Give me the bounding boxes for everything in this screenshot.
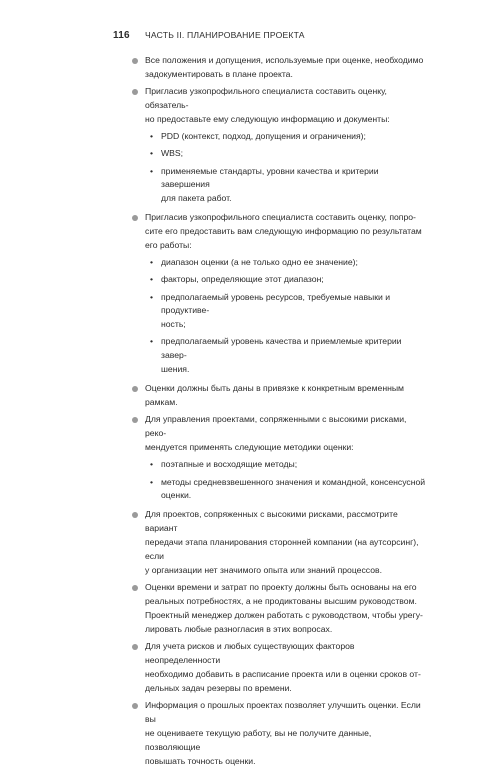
sub-bullet-icon: • (150, 274, 154, 285)
line: ность; (161, 319, 186, 330)
bullet-item (131, 54, 427, 82)
line: применяемые стандарты, уровни качества и критерии завершения (161, 165, 379, 190)
line: методы средневзвешенного значения и командной, консенсусной (161, 476, 426, 487)
line: WBS; (161, 148, 184, 159)
line: Информация о прошлых проектах позволяет улучшить оценки. Если вы (145, 700, 421, 725)
bullet-icon (132, 585, 138, 591)
bullet-item (131, 581, 427, 637)
sub-bullet-icon: • (150, 257, 154, 268)
line: предполагаемый уровень качества и приемлемые критерии завер- (161, 336, 402, 361)
bullet-icon (132, 417, 138, 423)
bullet-list (131, 54, 427, 772)
sub-bullet-icon: • (150, 131, 154, 142)
sub-bullet-item (131, 130, 427, 144)
line: шения. (161, 364, 190, 375)
line: Для учета рисков и любых существующих факторов неопределенности (145, 641, 355, 666)
line: повышать точность оценки. (145, 755, 256, 766)
line: сите его предоставить вам следующую информацию по результатам (145, 226, 422, 237)
bullet-item (131, 699, 427, 769)
sub-bullet-icon: • (150, 291, 154, 302)
line: дельных задач резервы по времени. (145, 683, 292, 694)
sub-bullet-icon: • (150, 148, 154, 159)
bullet-icon (132, 703, 138, 709)
line: Оценки должны быть даны в привязке к конкретным временным рамкам. (145, 383, 404, 408)
bullet-item (131, 211, 427, 253)
line: для пакета работ. (161, 193, 232, 204)
bullet-item (131, 85, 427, 127)
line: необходимо добавить в расписание проекта или в оценки сроков от- (145, 669, 421, 680)
line: предполагаемый уровень ресурсов, требуемые навыки и продуктиве- (161, 291, 391, 316)
line: мендуется применять следующие методики оценки: (145, 442, 354, 453)
line: Для управления проектами, сопряженными с высокими рисками, реко- (145, 414, 407, 439)
line: оценки. (161, 490, 192, 501)
line: его работы: (145, 240, 192, 251)
line: задокументировать в плане проекта. (145, 68, 293, 79)
sub-bullet-icon: • (150, 336, 154, 347)
line: Оценки времени и затрат по проекту должны быть основаны на его (145, 582, 417, 593)
sub-bullet-icon: • (150, 476, 154, 487)
bullet-icon (132, 215, 138, 221)
bullet-item (131, 508, 427, 578)
page-header (0, 30, 500, 44)
line: поэтапные и восходящие методы; (161, 459, 298, 470)
sub-bullet-item (131, 256, 427, 270)
bullet-icon (132, 644, 138, 650)
bullet-icon (132, 58, 138, 64)
line: факторы, определяющие этот диапазон; (161, 274, 324, 285)
bullet-icon (132, 386, 138, 392)
bullet-item (131, 640, 427, 696)
line: лировать любые разногласия в этих вопросах. (145, 624, 333, 634)
sub-bullet-item (131, 147, 427, 161)
line: Для проектов, сопряженных с высокими рисками, рассмотрите вариант (145, 509, 398, 534)
line: у организации нет значимого опыта или знаний процессов. (145, 564, 382, 575)
sub-bullet-item (131, 273, 427, 287)
bullet-icon (132, 89, 138, 95)
line: реальных потребностях, а не продиктованы высшим руководством. (145, 596, 417, 607)
line: Пригласив узкопрофильного специалиста составить оценку, попро- (145, 212, 416, 223)
sub-bullet-icon: • (150, 165, 154, 176)
line: передачи этапа планирования сторонней компании (на аутсорсинг), если (145, 537, 419, 562)
line: Проектный менеджер должен работать с руководством, чтобы урегу- (145, 610, 423, 621)
sub-bullet-item (131, 476, 427, 504)
sub-bullet-item (131, 335, 427, 377)
line: но предоставьте ему следующую информацию и документы: (145, 114, 390, 125)
line: диапазон оценки (а не только одно ее значение); (161, 257, 358, 268)
chapter-title: ЧАСТЬ II. ПЛАНИРОВАНИЕ ПРОЕКТА (145, 30, 305, 40)
sub-bullet-item (131, 291, 427, 333)
page-number: 116 (113, 30, 130, 41)
line: не оцениваете текущую работу, вы не получите данные, позволяющие (145, 728, 372, 753)
line: Все положения и допущения, используемые при оценке, необходимо (145, 55, 424, 65)
line: Пригласив узкопрофильного специалиста составить оценку, обязатель- (145, 86, 387, 111)
line: PDD (контекст, подход, допущения и ограничения); (161, 131, 366, 142)
sub-bullet-icon: • (150, 459, 154, 470)
bullet-item (131, 413, 427, 455)
sub-bullet-item (131, 458, 427, 472)
bullet-icon (132, 512, 138, 518)
bullet-item (131, 382, 427, 410)
sub-bullet-item (131, 165, 427, 207)
